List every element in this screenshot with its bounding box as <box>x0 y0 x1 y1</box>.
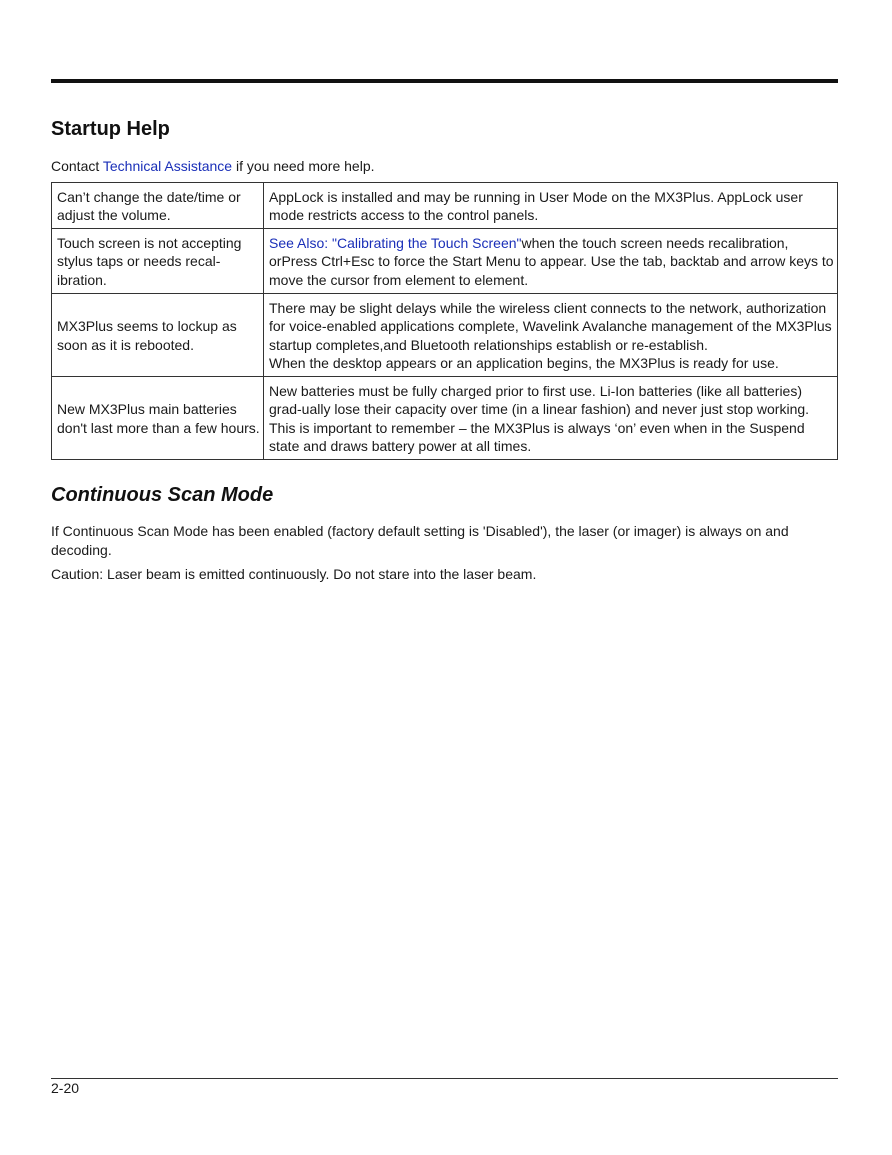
calibrating-touch-screen-link[interactable]: See Also: "Calibrating the Touch Screen" <box>269 234 522 251</box>
startup-help-intro <box>51 157 375 175</box>
solution-cell <box>264 183 838 229</box>
problem-cell: MX3Plus seems to lockup as soon as it is rebooted. <box>52 294 264 377</box>
startup-help-heading: Startup Help <box>51 118 170 140</box>
technical-assistance-link[interactable]: Technical Assistance <box>102 158 233 174</box>
intro-suffix: if you need more help. <box>232 158 375 174</box>
problem-cell: New MX3Plus main batteries don't last more than a few hours. <box>52 377 264 460</box>
continuous-scan-heading: Continuous Scan Mode <box>51 484 274 506</box>
problem-cell: Can’t change the date/time or adjust the volume. <box>52 183 264 229</box>
solution-cell <box>264 377 838 460</box>
header-rule <box>51 79 838 83</box>
solution-text: when the touch screen needs recalibration, orPress Ctrl+Esc to force the Start Menu to appear. Use the tab, backtab and arrow keys to move the cursor from element to element. <box>269 234 834 288</box>
solution-text: When the desktop appears or an application begins, the MX3Plus is ready for use. <box>269 355 779 371</box>
page-number: 2-20 <box>51 1080 80 1096</box>
continuous-scan-paragraph: If Continuous Scan Mode has been enabled (factory default setting is 'Disabled'), the laser (or imager) is always on and decoding. <box>51 523 789 558</box>
solution-text: AppLock is installed and may be running in User Mode on the MX3Plus. AppLock user mode restricts access to the control panels. <box>269 188 803 223</box>
startup-help-table <box>51 182 838 460</box>
solution-text: New batteries must be fully charged prior to first use. Li-Ion batteries (like all batteries) grad-ually lose their capacity over time (in a linear fashion) and never just stop working. This is important to remember – the MX3Plus is always ‘on’ even when in the Suspend state and draws battery power at all times. <box>269 382 810 454</box>
solution-cell <box>264 229 838 294</box>
footer-rule <box>51 1078 838 1079</box>
laser-caution-paragraph: Caution: Laser beam is emitted continuously. Do not stare into the laser beam. <box>51 566 537 582</box>
problem-cell: Touch screen is not accepting stylus taps or needs recal-ibration. <box>52 229 264 294</box>
table-row <box>52 183 838 229</box>
intro-prefix: Contact <box>51 158 103 174</box>
table-row <box>52 294 838 377</box>
solution-cell <box>264 294 838 377</box>
solution-text: There may be slight delays while the wireless client connects to the network, authorization for voice-enabled applications complete, Wavelink Avalanche management of the MX3Plus startup completes,and Bluetooth relationships establish or re-establish. <box>269 299 832 353</box>
table-row <box>52 229 838 294</box>
table-row <box>52 377 838 460</box>
